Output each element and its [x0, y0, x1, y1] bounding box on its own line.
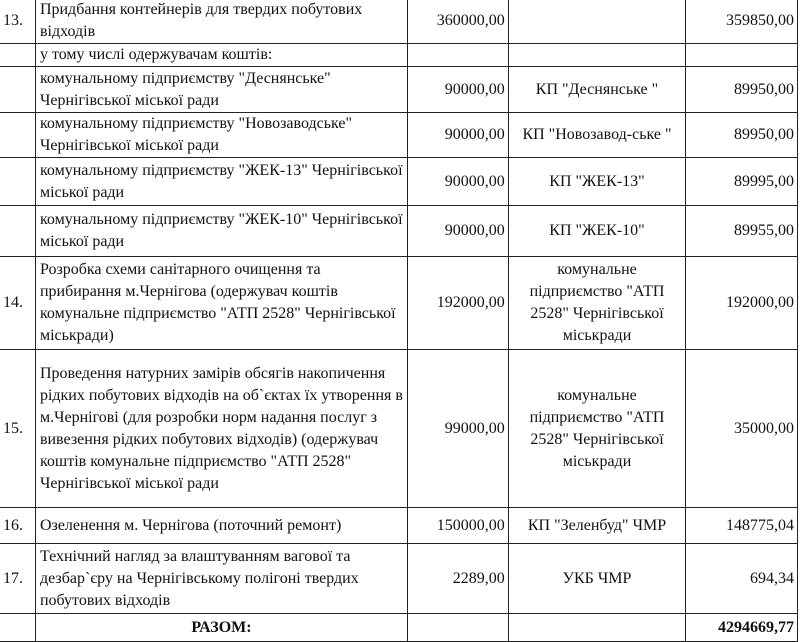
- actual-amount: [686, 44, 798, 67]
- table-row: [0, 113, 798, 158]
- row-number: [0, 206, 35, 257]
- table-row: [0, 508, 798, 544]
- actual-amount: 89950,00: [686, 67, 798, 113]
- actual-amount: 89955,00: [686, 206, 798, 257]
- table-row: [0, 206, 798, 257]
- row-number: [0, 44, 35, 67]
- recipient: КП "ЖЕК-10": [508, 206, 685, 257]
- row-number: [0, 113, 35, 158]
- table-row: [0, 0, 798, 44]
- recipient: КП "Деснянське ": [508, 67, 685, 113]
- planned-amount: 2289,00: [407, 544, 508, 614]
- row-number: 14.: [0, 257, 35, 350]
- planned-amount: 90000,00: [407, 206, 508, 257]
- item-name: Технічний нагляд за влаштуванням вагової та дезбар`єру на Чернігівському полігоні твердих побутових відходів: [35, 544, 407, 614]
- planned-amount: 360000,00: [407, 0, 508, 44]
- item-name: у тому числі одержувачам коштів:: [35, 44, 407, 67]
- planned-amount: [407, 614, 508, 642]
- row-number: 15.: [0, 350, 35, 508]
- row-number: 17.: [0, 544, 35, 614]
- total-value: 4294669,77: [686, 614, 798, 642]
- row-number: [0, 614, 35, 642]
- recipient: комунальне підприємство "АТП 2528" Чернігівської міськради: [508, 257, 685, 350]
- row-number: 16.: [0, 508, 35, 544]
- row-number: 13.: [0, 0, 35, 44]
- table-row: [0, 44, 798, 67]
- recipient: [508, 0, 685, 44]
- planned-amount: 99000,00: [407, 350, 508, 508]
- item-name: комунальному підприємству "Деснянське" Чернігівської міської ради: [35, 67, 407, 113]
- table-row: [0, 158, 798, 206]
- actual-amount: 192000,00: [686, 257, 798, 350]
- planned-amount: 150000,00: [407, 508, 508, 544]
- item-name: Озеленення м. Чернігова (поточний ремонт): [35, 508, 407, 544]
- recipient: КП "Зеленбуд" ЧМР: [508, 508, 685, 544]
- table-row: [0, 67, 798, 113]
- recipient: УКБ ЧМР: [508, 544, 685, 614]
- table-row: [0, 257, 798, 350]
- item-name: Проведення натурних замірів обсягів накопичення рідких побутових відходів на об`єктах їх утворення в м.Чернігові (для розробки норм надання послуг з вивезення рідких побутових відходів) (одержувач коштів комунальне підприємство "АТП 2528" Чернігівської міської ради: [35, 350, 407, 508]
- planned-amount: 90000,00: [407, 113, 508, 158]
- recipient: [508, 614, 685, 642]
- recipient: комунальне підприємство "АТП 2528" Чернігівської міськради: [508, 350, 685, 508]
- recipient: КП "ЖЕК-13": [508, 158, 685, 206]
- item-name: комунальному підприємству "Новозаводське" Чернігівської міської ради: [35, 113, 407, 158]
- actual-amount: 148775,04: [686, 508, 798, 544]
- row-number: [0, 158, 35, 206]
- actual-amount: 89995,00: [686, 158, 798, 206]
- planned-amount: [407, 44, 508, 67]
- table-row: [0, 350, 798, 508]
- item-name: комунальному підприємству "ЖЕК-13" Чернігівської міської ради: [35, 158, 407, 206]
- planned-amount: 192000,00: [407, 257, 508, 350]
- total-label: РАЗОМ:: [35, 614, 407, 642]
- item-name: комунальному підприємству "ЖЕК-10" Чернігівської міської ради: [35, 206, 407, 257]
- actual-amount: 359850,00: [686, 0, 798, 44]
- row-number: [0, 67, 35, 113]
- item-name: Розробка схеми санітарного очищення та прибирання м.Чернігова (одержувач коштів комунальне підприємство "АТП 2528" Чернігівської міськради): [35, 257, 407, 350]
- actual-amount: 694,34: [686, 544, 798, 614]
- actual-amount: 89950,00: [686, 113, 798, 158]
- recipient: КП "Новозавод-ське ": [508, 113, 685, 158]
- actual-amount: 35000,00: [686, 350, 798, 508]
- item-name: Придбання контейнерів для твердих побутових відходів: [35, 0, 407, 44]
- planned-amount: 90000,00: [407, 67, 508, 113]
- recipient: [508, 44, 685, 67]
- total-row: [0, 614, 798, 642]
- planned-amount: 90000,00: [407, 158, 508, 206]
- table-row: [0, 544, 798, 614]
